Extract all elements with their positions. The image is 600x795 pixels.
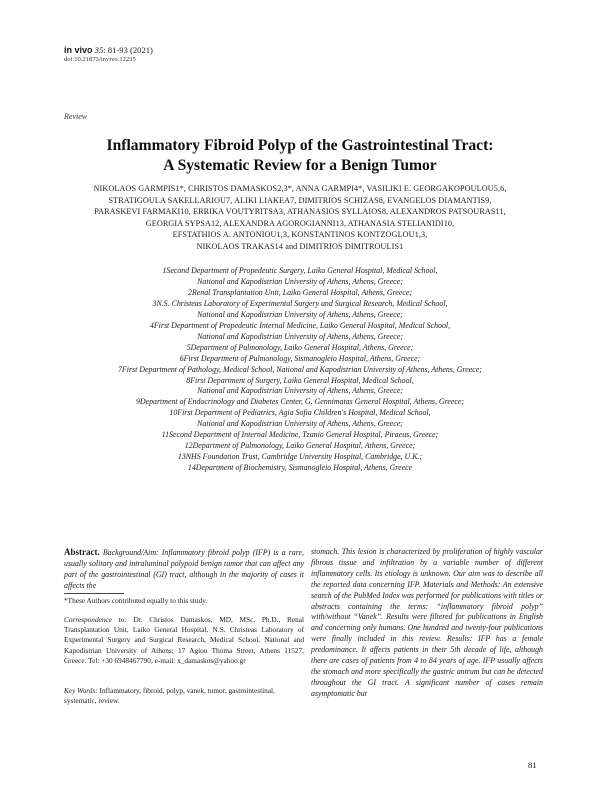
affiliation-line: 6First Department of Pulmonology, Sismanogleio Hospital, Athens, Greece; bbox=[179, 353, 421, 363]
affiliation-line: National and Kapodistrian University of Athens, Athens, Greece; bbox=[197, 386, 403, 396]
correspondence-text: Dr. Christos Damaskos, MD, MSc, Ph.D., Renal Transplantation Unit, Laiko General Hospital, N.S. Christeas Laboratory of Experimental Surgery and Surgical Research, Medical School, National and Kapodistrian University of Athens; 17 Agiou Thoma Street, Athens 11527, Greece. Tel: +30 6948467790, e-mail: x_damaskos@yahoo.gr bbox=[64, 615, 304, 665]
affiliation-line: National and Kapodistrian University of Athens, Athens, Greece; bbox=[197, 309, 403, 319]
affiliation-line: 1Second Department of Propedeutic Surgery, Laiko General Hospital, Medical School, bbox=[162, 266, 438, 275]
title-line-2: A Systematic Review for a Benign Tumor bbox=[163, 157, 437, 174]
journal-volume: 35 bbox=[94, 45, 104, 55]
abstract-heading: Abstract. bbox=[64, 547, 100, 557]
affiliation-line: 7First Department of Pathology, Medical School, National and Kapodistrian University of Athens, Athens, Greece; bbox=[118, 364, 482, 374]
journal-name: in vivo bbox=[64, 45, 93, 55]
page-number: 81 bbox=[528, 760, 537, 770]
abstract-left-column bbox=[64, 547, 304, 592]
affiliation-line: 14Department of Biochemistry, Sismanogleio Hospital, Athens, Greece bbox=[187, 463, 413, 473]
affiliation-line: National and Kapodistrian University of Athens, Athens, Greece; bbox=[197, 419, 403, 429]
article-title bbox=[40, 136, 560, 176]
journal-pages: : 81-93 (2021) bbox=[103, 45, 153, 55]
author-line: NIKOLAOS GARMPIS1*, CHRISTOS DAMASKOS2,3*, ANNA GARMPI4*, VASILIKI E. GEORGAKOPOULOU5,6, bbox=[93, 184, 507, 193]
correspondence-note bbox=[64, 615, 304, 666]
affiliation-line: 5Department of Pulmonology, Laiko General Hospital, Athens, Greece; bbox=[186, 342, 414, 352]
author-line: NIKOLAOS TRAKAS14 and DIMITRIOS DIMITROULIS1 bbox=[196, 241, 404, 251]
keywords-text: Inflammatory, fibroid, polyp, vanek, tumor, gastrointestinal, systematic, review. bbox=[64, 686, 275, 706]
footnote-divider bbox=[64, 593, 124, 594]
affiliation-list bbox=[40, 266, 560, 474]
affiliation-line: 3N.S. Christeas Laboratory of Experimental Surgery and Surgical Research, Medical School, bbox=[152, 298, 448, 308]
journal-citation bbox=[64, 45, 153, 55]
affiliation-line: National and Kapodistrian University of Athens, Athens, Greece; bbox=[197, 276, 403, 286]
affiliation-line: 10First Department of Pediatrics, Agia Sofia Children's Hospital, Medical School, bbox=[169, 408, 431, 418]
affiliation-line: 9Department of Endocrinology and Diabetes Center, G. Gennimatas General Hospital, Athens, Greece; bbox=[135, 397, 465, 407]
affiliation-line: 4First Department of Propedeutic Internal Medicine, Laiko General Hospital, Medical School, bbox=[149, 320, 451, 330]
affiliation-line: 11Second Department of Internal Medicine, Tzanio General Hospital, Piraeus, Greece; bbox=[161, 430, 439, 440]
author-line: PARASKEVI FARMAKI10, ERRIKA VOUTYRITSA3, ATHANASIOS SYLLAIOS8, ALEXANDROS PATSOURAS11, bbox=[94, 207, 506, 217]
doi[interactable]: doi:10.21873/invivo.12235 bbox=[64, 56, 136, 63]
author-line: EFSTATHIOS A. ANTONIOU1,3, KONSTANTINOS KONTZOGLOU1,3, bbox=[172, 230, 428, 240]
affiliation-line: 12Department of Pulmonology, Laiko General Hospital, Athens, Greece; bbox=[184, 441, 416, 451]
affiliation-line: 13NHS Foundation Trust, Cambridge University Hospital, Cambridge, U.K.; bbox=[177, 452, 423, 462]
author-line: GEORGIA SYPSA12, ALEXANDRA AGOROGIANNI13, ATHANASIA STELIANIDI10, bbox=[145, 218, 455, 228]
abstract-right-column: stomach. This lesion is characterized by proliferation of highly vascular fibrous tissue and infiltration by a variable number of different inflammatory cells. Its etiology is unknown. Our aim was to describe all the reported data concerning IFP. Materials and Methods: An extensive search of the PubMed Index was performed for publications with titles or abstracts containing the terms: “inflammatory fibroid polyp” with/without “Vanek”. Results were filtered for publications in English and concerning only humans. One hundred and twenty-four publications were finally included in this review. Results: IFP has a female predominance. It affects patients in their 5th decade of life, although there are cases of patients from 4 to 84 years of age. IFP usually affects the stomach and more specifically the gastric antrum but can be detected throughout the GI tract. A significant number of cases remain asymptomatic but bbox=[311, 547, 543, 698]
section-label: Review bbox=[64, 112, 88, 121]
title-line-1: Inflammatory Fibroid Polyp of the Gastrointestinal Tract: bbox=[106, 137, 494, 154]
affiliation-line: 2Renal Transplantation Unit, Laiko General Hospital, Athens, Greece; bbox=[188, 287, 412, 297]
equal-contribution-note: *These Authors contributed equally to this study. bbox=[64, 596, 208, 605]
affiliation-line: National and Kapodistrian University of Athens, Athens, Greece; bbox=[197, 331, 403, 341]
keywords bbox=[64, 686, 304, 706]
abstract-text-left: Background/Aim: Inflammatory fibroid polyp (IFP) is a rare, usually solitary and intraluminal polypoid benign tumor that can affect any part of the gastrointestinal (GI) tract, although in the majority of cases it affects the bbox=[64, 548, 304, 590]
affiliation-line: 8First Department of Surgery, Laiko General Hospital, Medical School, bbox=[186, 375, 414, 385]
author-list bbox=[40, 183, 560, 253]
author-line: STRATIGOULA SAKELLARIOU7, ALIKI LIAKEA7, DIMITRIOS SCHIZAS8, EVANGELOS DIAMANTIS9, bbox=[108, 195, 492, 205]
correspondence-label: Correspondence to: bbox=[64, 615, 127, 624]
keywords-label: Key Words: bbox=[64, 686, 98, 695]
